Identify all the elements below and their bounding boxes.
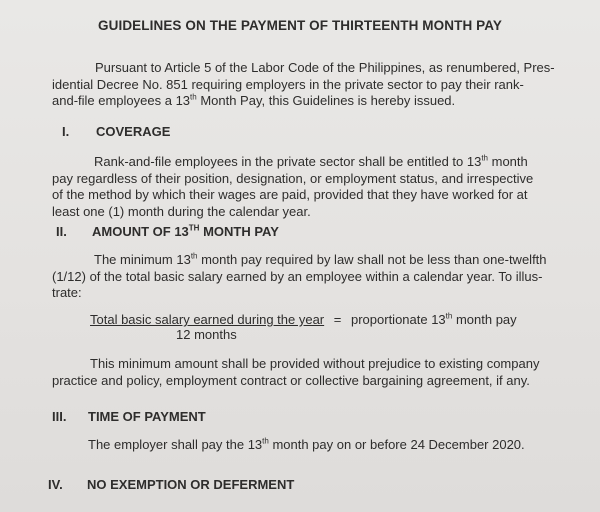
section-3-paragraph xyxy=(88,437,525,454)
formula-result-text: proportionate 13 xyxy=(350,312,446,327)
intro-line-1: Pursuant to Article 5 of the Labor Code of the Philippines, as renumbered, Pres- xyxy=(95,60,555,75)
show-through-text xyxy=(150,2,153,14)
section-1-line-1-text: Rank-and-file employees in the private sector shall be entitled to 13 xyxy=(94,154,482,169)
section-3-line-1 xyxy=(88,437,525,454)
formula-equals: = xyxy=(333,312,342,327)
section-3-sup: th xyxy=(262,436,269,446)
intro-line-3 xyxy=(52,93,555,110)
section-3-number: III. xyxy=(52,409,67,424)
section-1-line-1-tail: month xyxy=(488,154,528,169)
section-2-sup: th xyxy=(190,251,198,261)
section-4-number: IV. xyxy=(48,477,63,492)
section-1-line-3: of the method by which their wages are paid, provided that they have worked for at xyxy=(52,187,528,202)
formula-result xyxy=(351,312,517,327)
section-2-number: II. xyxy=(56,224,67,239)
section-2-line-2: (1/12) of the total basic salary earned by an employee within a calendar year. To illus- xyxy=(52,268,543,284)
document-title: GUIDELINES ON THE PAYMENT OF THIRTEENTH MONTH PAY xyxy=(98,18,502,33)
section-4-title: NO EXEMPTION OR DEFERMENT xyxy=(87,477,295,492)
formula-result-tail: month pay xyxy=(452,312,517,327)
formula-row xyxy=(90,312,517,327)
section-2-line-1 xyxy=(52,252,547,269)
section-1-paragraph xyxy=(52,154,533,220)
section-2-paragraph xyxy=(52,252,547,302)
formula-result-sup: th xyxy=(445,311,453,321)
section-1-number: I. xyxy=(62,124,70,139)
section-1-line-1 xyxy=(52,154,533,171)
intro-line-3-text: and-file employees a 13 xyxy=(52,93,191,108)
section-1-title: COVERAGE xyxy=(96,124,171,139)
section-2-title-tail: MONTH PAY xyxy=(199,224,279,239)
intro-line-3-tail: Month Pay, this Guidelines is hereby issued. xyxy=(196,93,456,108)
section-1-sup: th xyxy=(481,153,488,163)
section-3-line-1-text: The employer shall pay the 13 xyxy=(88,437,263,452)
section-1-line-2: pay regardless of their position, designation, or employment status, and irrespective xyxy=(52,170,534,186)
section-2-after-line-1: This minimum amount shall be provided without prejudice to existing company xyxy=(90,356,540,371)
intro-paragraph xyxy=(52,60,555,110)
section-2-line-3: trate: xyxy=(52,285,82,300)
section-2-title-text: AMOUNT OF 13 xyxy=(92,224,189,239)
formula-denominator: 12 months xyxy=(176,327,237,342)
intro-line-2: idential Decree No. 851 requiring employers in the private sector to pay their rank- xyxy=(52,76,524,92)
section-3-line-1-tail: month pay on or before 24 December 2020. xyxy=(268,437,525,452)
intro-sup: th xyxy=(190,92,197,102)
section-2-line-1-text: The minimum 13 xyxy=(94,252,191,267)
formula-numerator: Total basic salary earned during the year xyxy=(90,312,325,327)
section-1-line-4: least one (1) month during the calendar year. xyxy=(52,203,311,219)
section-2-line-1-tail: month pay required by law shall not be less than one-twelfth xyxy=(197,252,547,267)
section-2-title xyxy=(92,224,279,239)
section-2-title-sup: TH xyxy=(188,223,200,233)
section-2-after-line-2: practice and policy, employment contract or collective bargaining agreement, if any. xyxy=(52,372,530,388)
section-2-after-paragraph xyxy=(52,356,539,389)
section-3-title: TIME OF PAYMENT xyxy=(88,409,206,424)
